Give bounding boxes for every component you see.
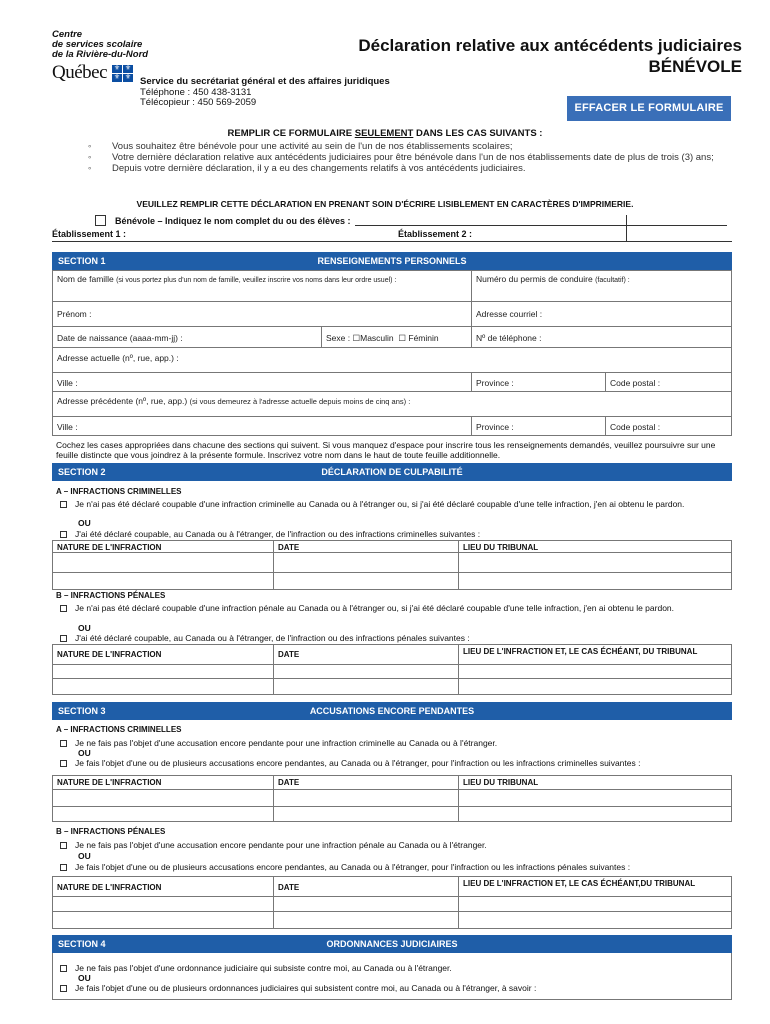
section-number: SECTION 4 — [58, 939, 106, 949]
option-text: Je fais l'objet d'une ou de plusieurs accusations encore pendantes, au Canada ou à l'étranger, pour l'infraction ou les infractions pénales suivantes : — [75, 862, 631, 872]
checkbox[interactable] — [60, 842, 67, 849]
table-cell[interactable] — [273, 911, 459, 929]
checkbox[interactable] — [60, 605, 67, 612]
birth-date-field[interactable] — [52, 326, 322, 348]
option-row — [60, 862, 728, 872]
license-label: Numéro du permis de conduire — [476, 274, 593, 284]
table-cell[interactable] — [52, 806, 274, 822]
previous-province-label: Province : — [476, 422, 514, 432]
or-label: OU — [78, 851, 91, 861]
section-title: ORDONNANCES JUDICIAIRES — [326, 939, 458, 949]
column-header-nature: NATURE DE L'INFRACTION — [52, 540, 274, 553]
male-checkbox[interactable]: ☐ — [352, 333, 361, 343]
option-row — [60, 758, 728, 768]
city-field[interactable] — [52, 372, 472, 392]
table-cell[interactable] — [52, 552, 274, 573]
notice: VEUILLEZ REMPLIR CETTE DÉCLARATION EN PRENANT SOIN D'ÉCRIRE LISIBLEMENT EN CARACTÈRES D'IMPRIMERIE. — [136, 199, 634, 209]
logo-line-2: de services scolaire — [52, 39, 143, 50]
email-field[interactable] — [471, 301, 732, 327]
column-header-nature: NATURE DE L'INFRACTION — [52, 876, 274, 897]
table-cell[interactable] — [52, 678, 274, 695]
column-header-date: DATE — [273, 540, 459, 553]
table-cell[interactable] — [273, 678, 459, 695]
subsection-title: B – INFRACTIONS PÉNALES — [56, 591, 166, 600]
subsection-title: A – INFRACTIONS CRIMINELLES — [56, 487, 182, 496]
or-label: OU — [78, 623, 91, 633]
checkbox[interactable] — [60, 531, 67, 538]
option-row — [60, 963, 728, 973]
family-name-note: (si vous portez plus d'un nom de famille, veuillez inscrire vos noms dans leur ordre usuel) : — [116, 277, 397, 284]
establishment-1-label[interactable]: Établissement 1 : — [52, 229, 127, 239]
option-text: Je ne fais pas l'objet d'une ordonnance judiciaire qui subsiste contre moi, au Canada ou à l'étranger. — [75, 963, 452, 973]
intro-bullet: ◦ Vous souhaitez être bénévole pour une activité au sein de l'un de nos établissements scolaires; — [88, 141, 728, 152]
section-2-header — [52, 463, 732, 481]
option-row — [60, 840, 728, 850]
sex-field — [321, 326, 472, 348]
fleur-de-lys-icon: ⚜ ⚜ ⚜ ⚜ — [113, 64, 132, 81]
column-header-date: DATE — [273, 775, 459, 790]
column-header-date: DATE — [273, 876, 459, 897]
or-label: OU — [78, 748, 91, 758]
option-row — [60, 603, 728, 613]
phone-label: Nº de téléphone : — [476, 333, 542, 343]
column-header-lieu: LIEU DU TRIBUNAL — [458, 775, 732, 790]
license-field[interactable] — [471, 270, 732, 302]
table-cell[interactable] — [52, 572, 274, 590]
previous-city-field[interactable] — [52, 416, 472, 436]
table-cell[interactable] — [52, 911, 274, 929]
column-header-lieu: LIEU DU TRIBUNAL — [458, 540, 732, 553]
address-field[interactable] — [52, 347, 732, 373]
checkbox[interactable] — [60, 740, 67, 747]
city-label: Ville : — [57, 378, 78, 388]
option-text: Je ne fais pas l'objet d'une accusation encore pendante pour une infraction pénale au Canada ou à l'étranger. — [75, 840, 487, 850]
volunteer-label: Bénévole – Indiquez le nom complet du ou des élèves : — [115, 215, 351, 226]
email-label: Adresse courriel : — [476, 309, 543, 319]
intro-bullet: ◦ Votre dernière déclaration relative aux antécédents judiciaires pour être bénévole dans l'un de nos établissements date de plus de trois (3) ans; — [88, 152, 728, 163]
option-text: Je fais l'objet d'une ou de plusieurs ordonnances judiciaires qui subsistent contre moi, au Canada ou à l'étranger, à savoir : — [75, 983, 537, 993]
female-label: Féminin — [408, 333, 439, 343]
table-cell[interactable] — [273, 552, 459, 573]
previous-city-label: Ville : — [57, 422, 78, 432]
fax-number: Télécopieur : 450 569-2059 — [140, 97, 257, 108]
table-cell[interactable] — [52, 896, 274, 912]
checkbox[interactable] — [60, 635, 67, 642]
phone-field[interactable] — [471, 326, 732, 348]
previous-address-label: Adresse précédente (nº, rue, app.) — [57, 396, 188, 406]
section-title: RENSEIGNEMENTS PERSONNELS — [317, 256, 467, 266]
previous-address-field[interactable] — [52, 391, 732, 417]
page-subtitle: BÉNÉVOLE — [648, 57, 742, 76]
option-text: J'ai été déclaré coupable, au Canada ou à l'étranger, de l'infraction ou des infractions pénales suivantes : — [75, 633, 470, 643]
section-number: SECTION 3 — [58, 706, 106, 716]
establishment-row — [52, 229, 732, 242]
page-title: Déclaration relative aux antécédents judiciaires — [358, 36, 742, 55]
female-checkbox[interactable]: ☐ — [398, 333, 407, 343]
contact-info — [140, 77, 390, 109]
subsection-title: A – INFRACTIONS CRIMINELLES — [56, 725, 182, 734]
intro-title — [0, 128, 770, 139]
address-label: Adresse actuelle (nº, rue, app.) : — [57, 353, 179, 363]
table-cell[interactable] — [273, 572, 459, 590]
postal-code-label: Code postal : — [610, 378, 661, 388]
sex-label: Sexe : — [326, 333, 351, 343]
establishment-2-label[interactable]: Établissement 2 : — [398, 229, 473, 239]
option-row — [60, 983, 728, 993]
intro-bullets — [88, 141, 728, 174]
table-cell[interactable] — [273, 664, 459, 679]
column-header-lieu: LIEU DE L'INFRACTION ET, LE CAS ÉCHÉANT, DU TRIBUNAL — [458, 644, 732, 665]
license-note: (facultatif) : — [595, 277, 630, 284]
province-label: Province : — [476, 378, 514, 388]
logo-word: Québec — [52, 62, 108, 83]
option-text: Je fais l'objet d'une ou de plusieurs accusations encore pendantes, au Canada ou à l'étranger, pour l'infraction ou les infractions criminelles suivantes : — [75, 758, 641, 768]
section-title: ACCUSATIONS ENCORE PENDANTES — [309, 706, 475, 716]
table-cell[interactable] — [52, 789, 274, 807]
option-text: Je n'ai pas été déclaré coupable d'une infraction criminelle au Canada ou à l'étranger ou, si j'ai été déclaré coupable d'une telle infraction, j'en ai obtenu le pardon. — [75, 499, 685, 509]
intro-title-underlined: SEULEMENT — [354, 128, 414, 139]
or-label: OU — [78, 518, 91, 528]
intro-title-post: DANS LES CAS SUIVANTS : — [413, 128, 543, 139]
previous-address-note: (si vous demeurez à l'adresse actuelle depuis moins de cinq ans) : — [189, 397, 411, 406]
first-name-field[interactable] — [52, 301, 472, 327]
table-cell[interactable] — [458, 911, 732, 929]
checkbox[interactable] — [60, 965, 67, 972]
postal-code-field[interactable] — [605, 372, 732, 392]
checkbox[interactable] — [60, 760, 67, 767]
phone-number: Téléphone : 450 438-3131 — [140, 86, 252, 98]
table-cell[interactable] — [458, 552, 732, 573]
previous-province-field[interactable] — [471, 416, 606, 436]
male-label: Masculin — [360, 333, 394, 343]
option-text: J'ai été déclaré coupable, au Canada ou à l'étranger, de l'infraction ou des infractions criminelles suivantes : — [75, 529, 481, 539]
province-field[interactable] — [471, 372, 606, 392]
option-row — [60, 633, 728, 643]
table-cell[interactable] — [273, 896, 459, 912]
table-cell[interactable] — [273, 789, 459, 807]
table-cell[interactable] — [458, 664, 732, 679]
section-4-header — [52, 935, 732, 953]
section-number: SECTION 1 — [58, 256, 106, 266]
section-1-header — [52, 252, 732, 270]
divider — [626, 215, 627, 242]
table-cell[interactable] — [458, 572, 732, 590]
column-header-lieu: LIEU DE L'INFRACTION ET, LE CAS ÉCHÉANT,DU TRIBUNAL — [458, 876, 732, 897]
section-title: DÉCLARATION DE CULPABILITÉ — [321, 467, 463, 477]
checkbox[interactable] — [60, 985, 67, 992]
birth-date-label: Date de naissance (aaaa-mm-jj) : — [57, 333, 183, 343]
table-cell[interactable] — [458, 678, 732, 695]
previous-postal-code-label: Code postal : — [610, 422, 661, 432]
option-row — [60, 529, 728, 539]
option-text: Je ne fais pas l'objet d'une accusation encore pendante pour une infraction criminelle au Canada ou à l'étranger. — [75, 738, 498, 748]
logo-line-1: Centre — [52, 29, 83, 40]
intro-title-pre: REMPLIR CE FORMULAIRE — [227, 128, 355, 139]
table-cell[interactable] — [458, 896, 732, 912]
option-row — [60, 738, 728, 748]
table-cell[interactable] — [52, 664, 274, 679]
checkbox[interactable] — [60, 864, 67, 871]
checkbox[interactable] — [60, 501, 67, 508]
family-name-label: Nom de famille — [57, 274, 114, 284]
clear-form-button[interactable]: EFFACER LE FORMULAIRE — [567, 96, 731, 121]
table-cell[interactable] — [273, 806, 459, 822]
column-header-date: DATE — [273, 644, 459, 665]
subsection-title: B – INFRACTIONS PÉNALES — [56, 827, 166, 836]
or-label: OU — [78, 973, 91, 983]
family-name-field[interactable] — [52, 270, 472, 302]
logo-line-3: de la Rivière-du-Nord — [52, 49, 149, 60]
service-name: Service du secrétariat général et des affaires juridiques — [140, 76, 390, 87]
column-header-nature: NATURE DE L'INFRACTION — [52, 775, 274, 790]
title-block — [358, 36, 742, 77]
column-header-nature: NATURE DE L'INFRACTION — [52, 644, 274, 665]
section-3-header — [52, 702, 732, 720]
instructions: Cochez les cases appropriées dans chacune des sections qui suivent. Si vous manquez d'espace pour inscrire tous les renseignements demandés, veuillez poursuivre sur une feuille distincte que vous joindrez à la présente formule. Inscrivez votre nom dans le haut de toute feuille additionnelle. — [56, 440, 716, 460]
table-cell[interactable] — [458, 789, 732, 807]
option-text: Je n'ai pas été déclaré coupable d'une infraction pénale au Canada ou à l'étranger ou, si j'ai été déclaré coupable d'une telle infraction, j'en ai obtenu le pardon. — [75, 603, 675, 613]
intro-bullet: ◦ Depuis votre dernière déclaration, il y a eu des changements relatifs à vos antécédents judiciaires. — [88, 163, 728, 174]
volunteer-checkbox[interactable] — [95, 215, 106, 226]
volunteer-row — [95, 215, 727, 226]
table-cell[interactable] — [458, 806, 732, 822]
option-row — [60, 499, 728, 509]
volunteer-student-names-field[interactable] — [355, 216, 727, 226]
section-number: SECTION 2 — [58, 467, 106, 477]
first-name-label: Prénom : — [57, 309, 92, 319]
previous-postal-code-field[interactable] — [605, 416, 732, 436]
